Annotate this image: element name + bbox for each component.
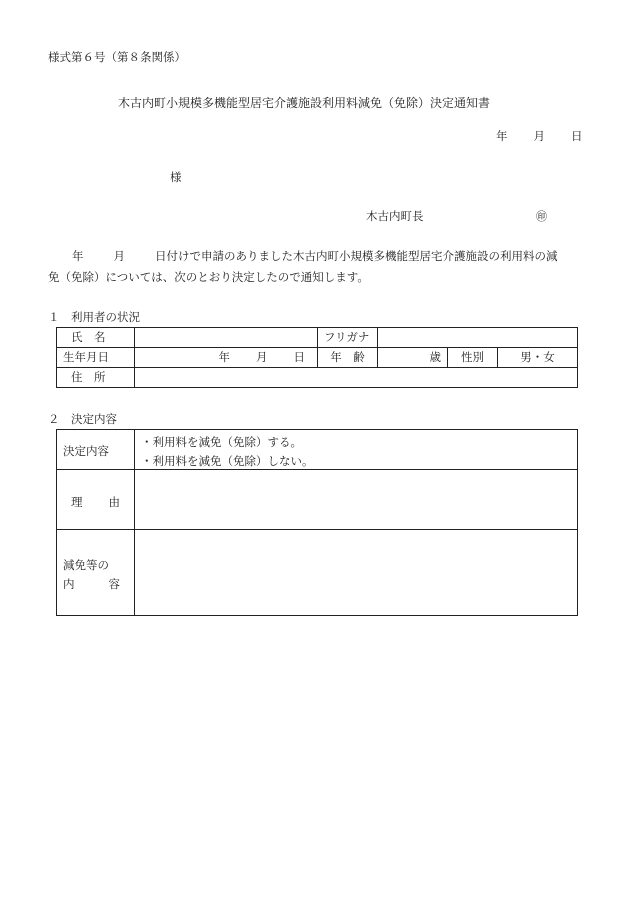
body-year: 年 bbox=[72, 249, 84, 263]
document-title: 木古内町小規模多機能型居宅介護施設利用料減免（免除）決定通知書 bbox=[118, 96, 491, 110]
sex-label: 性別 bbox=[448, 348, 498, 368]
name-field[interactable] bbox=[135, 328, 318, 348]
decision-table bbox=[56, 429, 578, 616]
body-line-1 bbox=[72, 251, 558, 263]
address-field[interactable] bbox=[135, 368, 578, 388]
date-day: 日 bbox=[571, 129, 583, 143]
dob-month: 月 bbox=[256, 349, 268, 364]
option-deny[interactable]: ・利用料を減免（免除）しない。 bbox=[141, 453, 314, 468]
dob-field[interactable] bbox=[135, 348, 318, 368]
option-grant[interactable]: ・利用料を減免（免除）する。 bbox=[141, 434, 302, 449]
section2-heading: ２ 決定内容 bbox=[48, 412, 117, 426]
content-label-char-2: 容 bbox=[108, 577, 120, 592]
age-unit: 歳 bbox=[429, 349, 441, 364]
form-number: 様式第６号（第８条関係） bbox=[48, 50, 186, 64]
user-status-table bbox=[56, 327, 578, 388]
content-label-char-1: 内 bbox=[63, 577, 75, 592]
seal-mark: ㊞ bbox=[536, 210, 547, 223]
sex-field[interactable] bbox=[498, 348, 578, 368]
name-label: 氏 名 bbox=[71, 329, 106, 344]
address-label: 住 所 bbox=[71, 369, 106, 384]
body-month: 月 bbox=[113, 249, 125, 263]
body-line-2: 免（免除）については、次のとおり決定したので通知します。 bbox=[48, 270, 369, 284]
content-label-cell bbox=[57, 530, 135, 616]
content-field[interactable] bbox=[135, 530, 578, 616]
reason-label-char-1: 理 bbox=[71, 494, 83, 509]
content-label-line1: 減免等の bbox=[63, 558, 109, 573]
furigana-label: フリガナ bbox=[318, 328, 378, 348]
reason-label-char-2: 由 bbox=[108, 494, 120, 509]
reason-field[interactable] bbox=[135, 470, 578, 530]
body-line-1-text: 日付けで申請のありました木古内町小規模多機能型居宅介護施設の利用料の減 bbox=[155, 249, 558, 263]
issuer-name: 木古内町長 bbox=[366, 209, 424, 223]
decision-label: 決定内容 bbox=[57, 430, 135, 470]
reason-label-cell bbox=[57, 470, 135, 530]
age-field[interactable] bbox=[378, 348, 448, 368]
dob-year: 年 bbox=[218, 349, 230, 364]
date-line bbox=[496, 131, 583, 143]
dob-day: 日 bbox=[293, 349, 305, 364]
date-month: 月 bbox=[533, 129, 545, 143]
decision-options bbox=[135, 430, 578, 470]
dob-label: 生年月日 bbox=[57, 348, 135, 368]
sex-options: 男・女 bbox=[520, 349, 555, 364]
name-label-cell bbox=[57, 328, 135, 348]
date-year: 年 bbox=[496, 129, 508, 143]
age-label: 年 齢 bbox=[318, 348, 378, 368]
recipient-suffix: 様 bbox=[170, 170, 182, 184]
address-label-cell bbox=[57, 368, 135, 388]
furigana-field[interactable] bbox=[378, 328, 578, 348]
section1-heading: １ 利用者の状況 bbox=[48, 310, 140, 324]
